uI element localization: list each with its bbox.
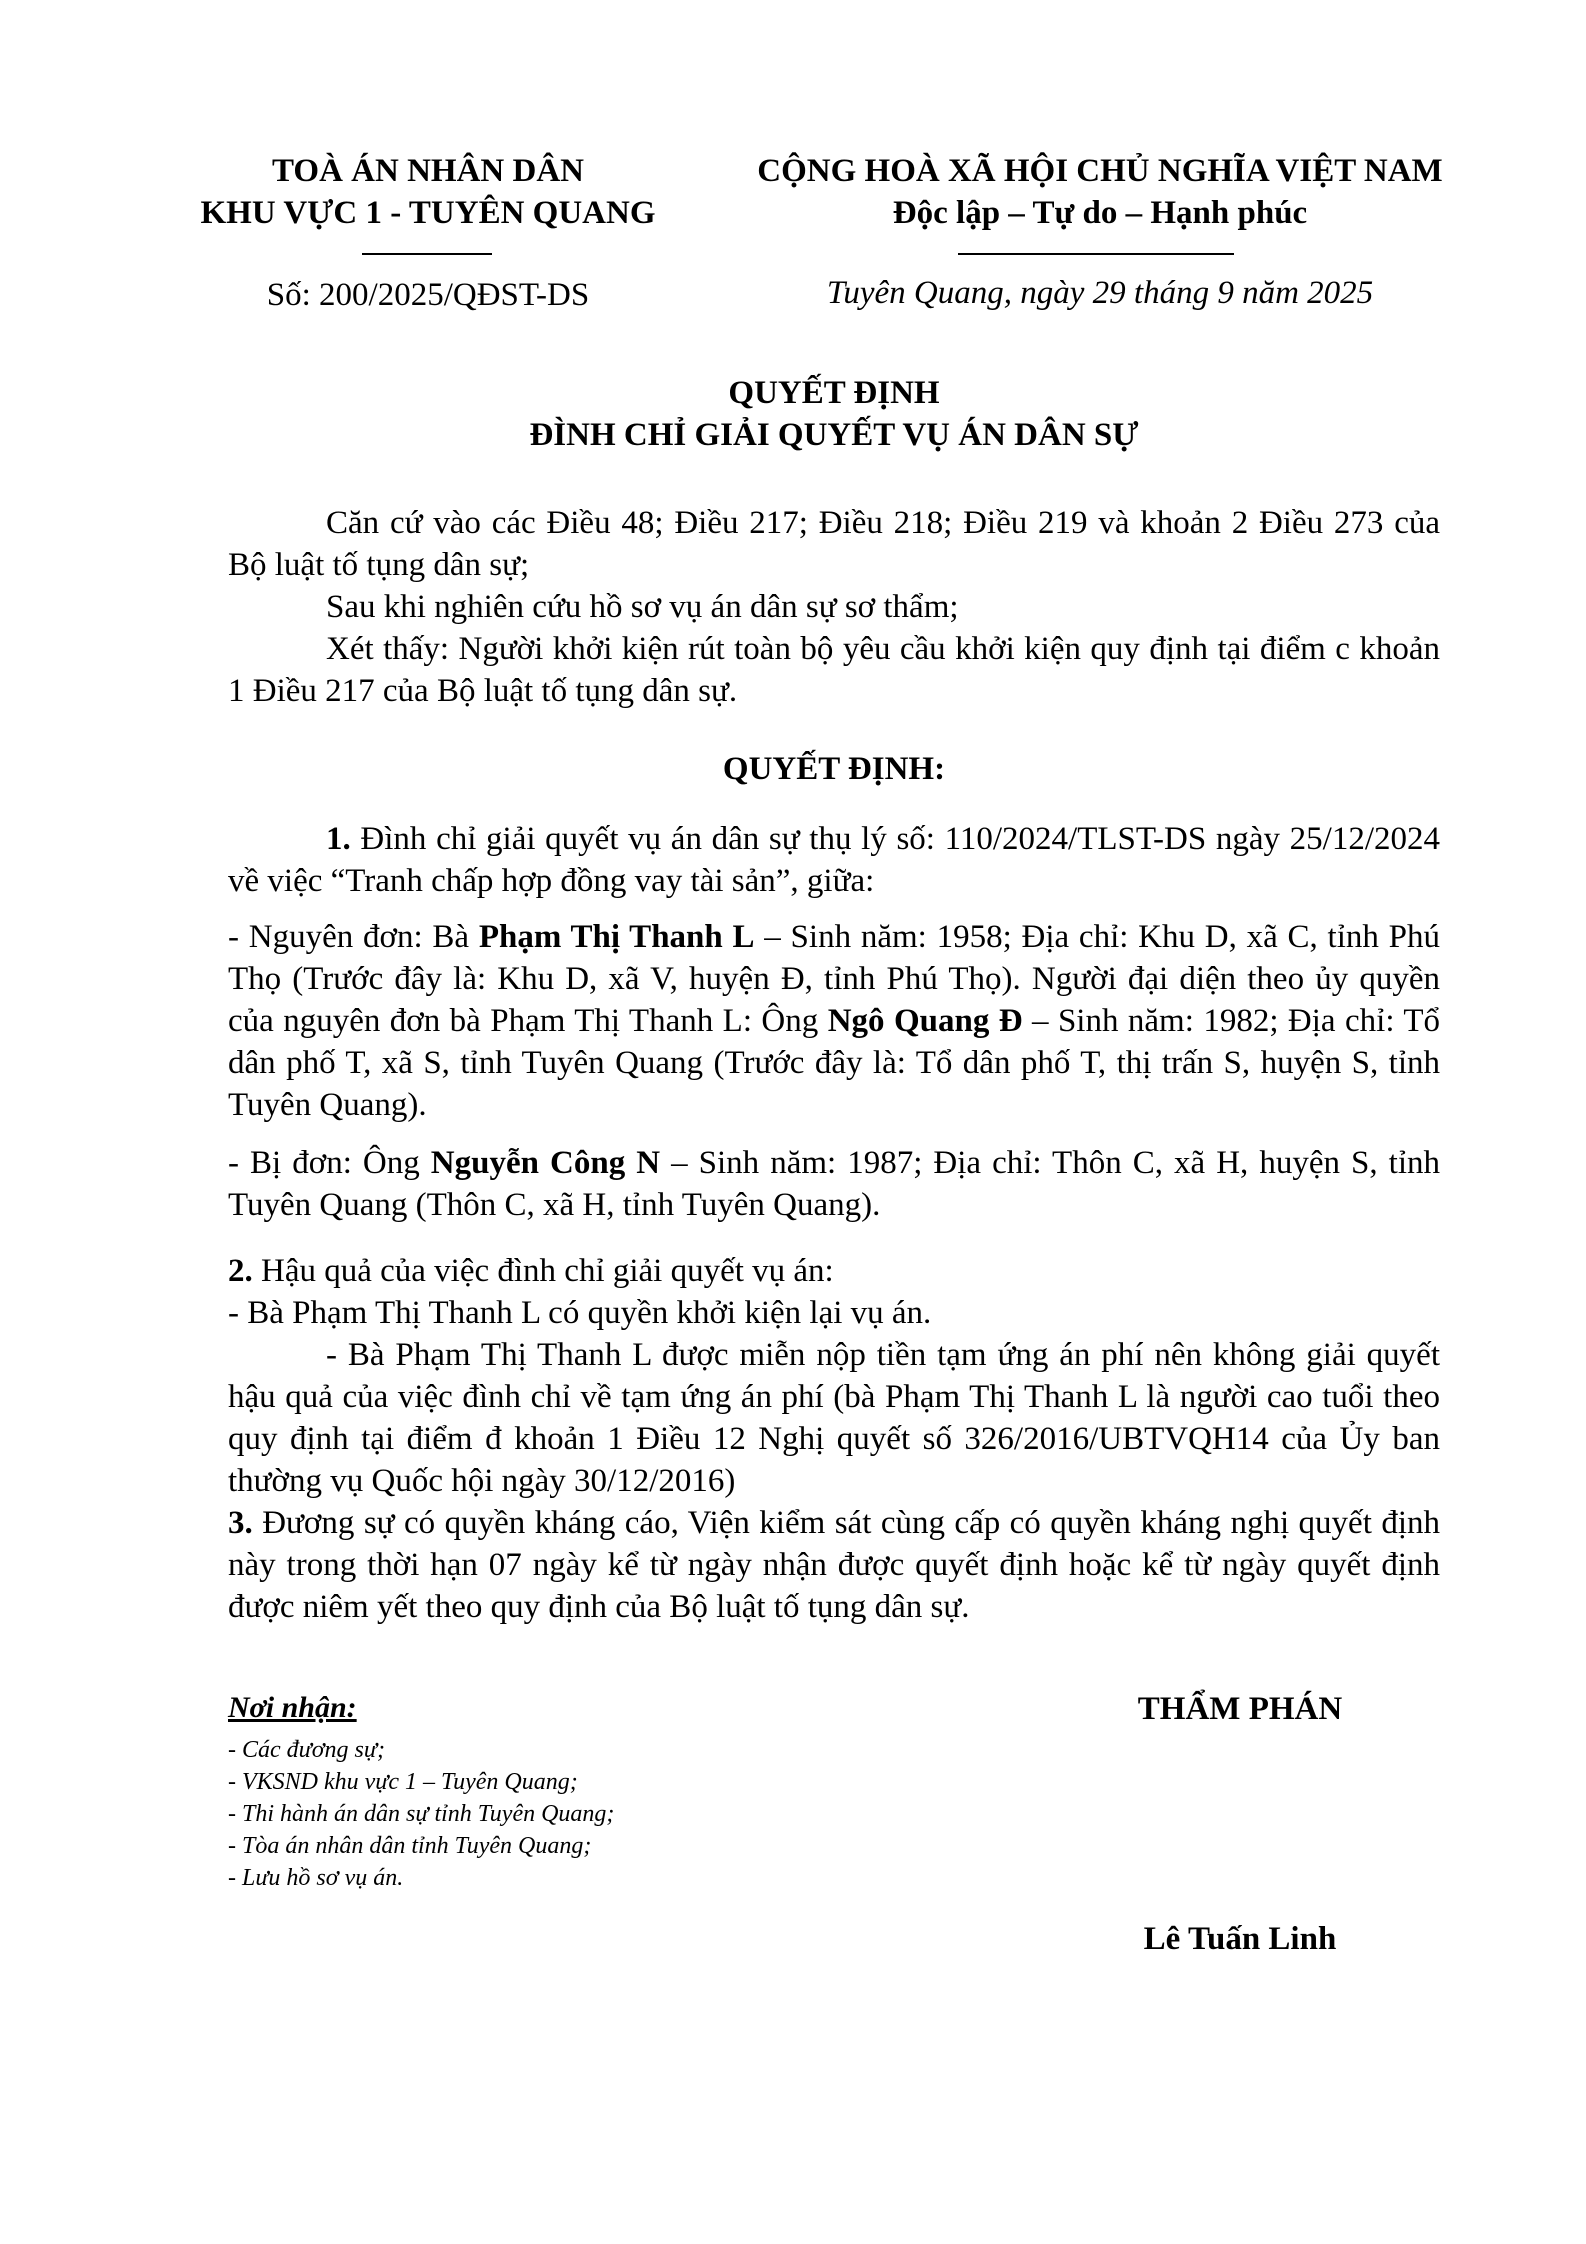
court-underline: [362, 253, 492, 255]
recipient-item: - VKSND khu vực 1 – Tuyên Quang;: [228, 1769, 578, 1795]
decision-number: Số: 200/2025/QĐST-DS: [266, 277, 590, 313]
document-title: [228, 372, 1440, 456]
court-name-block: [148, 150, 708, 234]
nation-line-1: CỘNG HOÀ XÃ HỘI CHỦ NGHĨA VIỆT NAM: [757, 153, 1443, 189]
defendant-paragraph: [228, 1142, 1440, 1226]
defendant-details: – Sinh năm: 1987; Địa chỉ: Thôn C, xã H, huyện S, tỉnh Tuyên Quang (Thôn C, xã H, tỉnh Tuyên Quang).: [228, 1145, 1440, 1223]
recipient-item: - Các đương sự;: [228, 1737, 385, 1763]
title-line-2: ĐÌNH CHỈ GIẢI QUYẾT VỤ ÁN DÂN SỰ: [529, 417, 1139, 453]
recipient-item: - Tòa án nhân dân tỉnh Tuyên Quang;: [228, 1833, 592, 1859]
representative-details: – Sinh năm: 1982; Địa chỉ: Tổ dân phố T, xã S, tỉnh Tuyên Quang (Trước đây là: Tổ dân phố T, thị trấn S, huyện S, tỉnh Tuyên Quang).: [228, 1003, 1440, 1123]
plaintiff-details: – Sinh năm: 1958; Địa chỉ: Khu D, xã C, tỉnh Phú Thọ (Trước đây là: Khu D, xã V, huyện Đ, tỉnh Phú Thọ). Người đại diện theo ủy quyền của nguyên đơn bà Phạm Thị Thanh L: Ông: [228, 919, 1441, 1039]
judge-name: Lê Tuấn Linh: [1143, 1921, 1337, 1957]
decision-heading: QUYẾT ĐỊNH:: [722, 751, 946, 787]
issue-date: Tuyên Quang, ngày 29 tháng 9 năm 2025: [826, 275, 1374, 311]
consideration-paragraph: Xét thấy: Người khởi kiện rút toàn bộ yêu cầu khởi kiện quy định tại điểm c khoản 1 Điều 217 của Bộ luật tố tụng dân sự.: [228, 631, 1440, 709]
item-1-paragraph: [228, 818, 1440, 902]
item-2-sub-2: - Bà Phạm Thị Thanh L được miễn nộp tiền tạm ứng án phí nên không giải quyết hậu quả của việc đình chỉ về tạm ứng án phí (bà Phạm Thị Thanh L là người cao tuổi theo quy định tại điểm đ khoản 1 Điều 12 Nghị quyết số 326/2016/UBTVQH14 của Ủy ban thường vụ Quốc hội ngày 30/12/2016): [228, 1337, 1440, 1499]
item-2-heading: [228, 1250, 1440, 1292]
plaintiff-paragraph: [228, 916, 1440, 1126]
item-3-number: 3.: [228, 1505, 253, 1541]
judge-title: THẨM PHÁN: [1137, 1691, 1343, 1727]
plaintiff-prefix: - Nguyên đơn: Bà: [228, 919, 479, 955]
legal-basis-paragraph: Căn cứ vào các Điều 48; Điều 217; Điều 218; Điều 219 và khoản 2 Điều 273 của Bộ luật tố tụng dân sự;: [228, 505, 1440, 583]
item-2-number: 2.: [228, 1253, 253, 1289]
court-line-2: KHU VỰC 1 - TUYÊN QUANG: [200, 195, 656, 231]
motto-underline: [958, 253, 1234, 255]
item-2-sub-1: - Bà Phạm Thị Thanh L có quyền khởi kiện lại vụ án.: [228, 1295, 932, 1331]
national-motto-block: [720, 150, 1480, 234]
nation-line-2: Độc lập – Tự do – Hạnh phúc: [892, 195, 1308, 231]
recipients-heading: Nơi nhận:: [228, 1691, 357, 1724]
recipient-item: - Thi hành án dân sự tỉnh Tuyên Quang;: [228, 1801, 615, 1827]
item-1-number: 1.: [326, 821, 351, 857]
defendant-name: Nguyễn Công N: [430, 1145, 661, 1181]
item-2-text: Hậu quả của việc đình chỉ giải quyết vụ án:: [261, 1253, 834, 1289]
item-1-text: Đình chỉ giải quyết vụ án dân sự thụ lý số: 110/2024/TLST-DS ngày 25/12/2024 về việc “Tranh chấp hợp đồng vay tài sản”, giữa:: [228, 821, 1440, 899]
defendant-prefix: - Bị đơn: Ông: [228, 1145, 431, 1181]
item-3-text: Đương sự có quyền kháng cáo, Viện kiểm sát cùng cấp có quyền kháng nghị quyết định này trong thời hạn 07 ngày kể từ ngày nhận được quyết định hoặc kể từ ngày quyết định được niêm yết theo quy định của Bộ luật tố tụng dân sự.: [228, 1505, 1440, 1625]
representative-name: Ngô Quang Đ: [827, 1003, 1023, 1039]
item-3-paragraph: [228, 1502, 1440, 1628]
title-line-1: QUYẾT ĐỊNH: [728, 375, 940, 411]
plaintiff-name: Phạm Thị Thanh L: [478, 919, 755, 955]
court-line-1: TOÀ ÁN NHÂN DÂN: [272, 153, 584, 189]
recipient-item: - Lưu hồ sơ vụ án.: [228, 1865, 404, 1891]
study-paragraph: Sau khi nghiên cứu hồ sơ vụ án dân sự sơ thẩm;: [326, 589, 959, 625]
